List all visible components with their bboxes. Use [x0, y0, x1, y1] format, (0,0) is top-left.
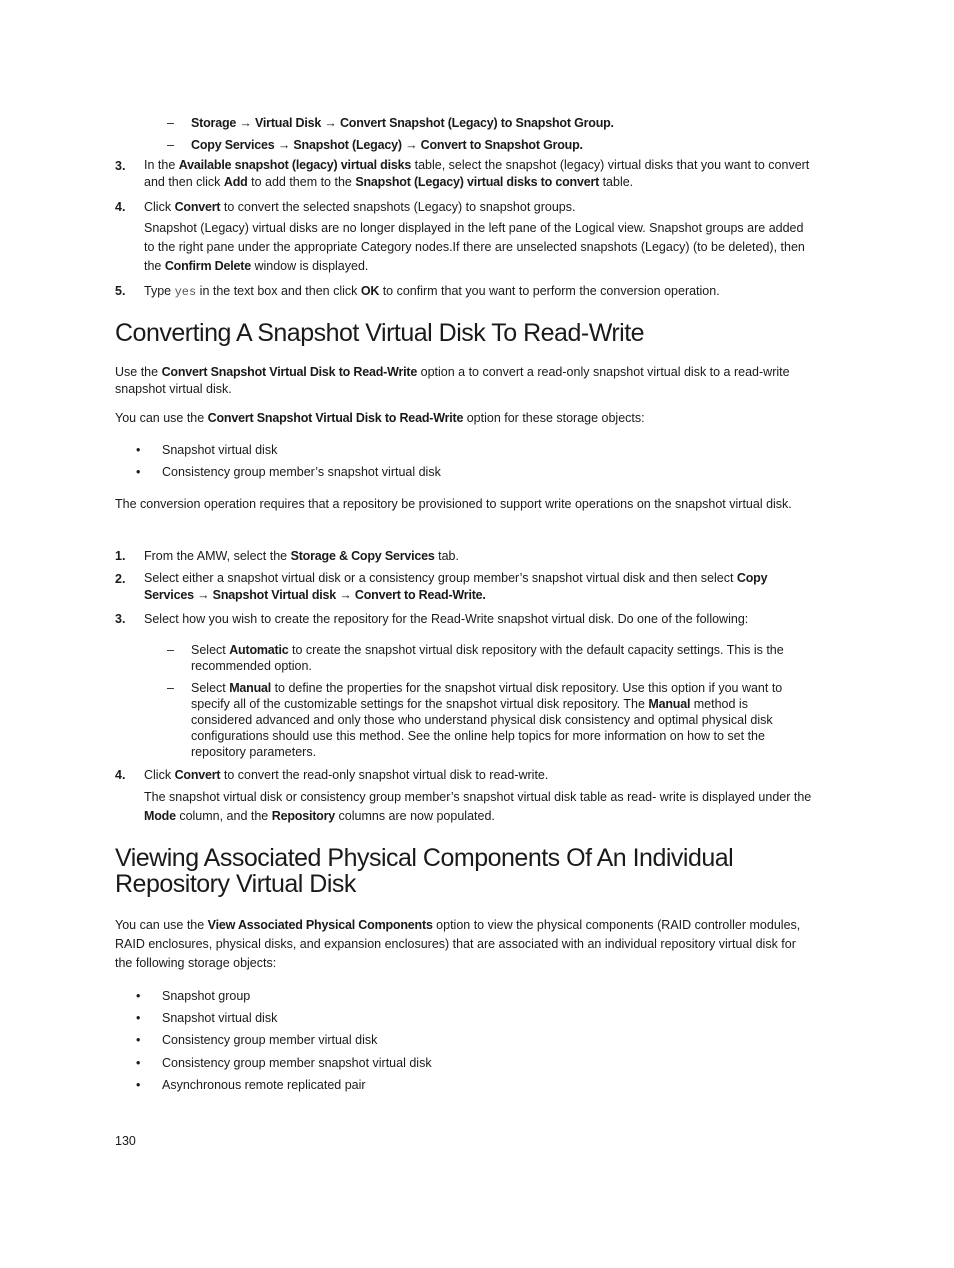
step-4-note: The snapshot virtual disk or consistency group member’s snapshot virtual disk table as read- write is displayed under the Mode column, and the Repository columns are now populated.	[144, 790, 812, 823]
list-item: Snapshot virtual disk	[162, 1011, 278, 1025]
bullet-marker: •	[136, 989, 141, 1003]
step-number: 2.	[115, 572, 126, 586]
page-number: 130	[115, 1134, 136, 1148]
bullet-marker: •	[136, 465, 141, 479]
step-number: 4.	[115, 200, 126, 214]
list-item: Consistency group member’s snapshot virtual disk	[162, 465, 441, 479]
bullet-marker: •	[136, 1056, 141, 1070]
section1-repository-note: The conversion operation requires that a repository be provisioned to support write operations on the snapshot virtual disk.	[115, 497, 792, 511]
list-item: Consistency group member virtual disk	[162, 1033, 378, 1047]
dash-marker: –	[167, 681, 174, 695]
step-number: 3.	[115, 612, 126, 626]
dash-marker: –	[167, 116, 174, 130]
option-manual: Select Manual to define the properties for the snapshot virtual disk repository. Use this option if you want to specify all of the customizable settings for the snapshot virtual disk repository. The Manual method is considered advanced and only those who understand physical disk consistency and optimal physical disk configurations should use this method. See the online help topics for more information on how to set the repository parameters.	[191, 681, 783, 759]
step-number: 5.	[115, 284, 126, 298]
section-heading-convert-read-write: Converting A Snapshot Virtual Disk To Read-Write	[115, 319, 645, 347]
section1-storage-objects-intro: You can use the Convert Snapshot Virtual Disk to Read-Write option for these storage objects:	[115, 411, 645, 425]
step-5-text: Type yes in the text box and then click OK to confirm that you want to perform the conversion operation.	[144, 284, 720, 299]
bullet-marker: •	[136, 1011, 141, 1025]
step-number: 3.	[115, 159, 126, 173]
step-4-text: Click Convert to convert the selected snapshots (Legacy) to snapshot groups.	[144, 200, 576, 214]
dash-marker: –	[167, 643, 174, 657]
list-item: Asynchronous remote replicated pair	[162, 1078, 366, 1092]
dash-marker: –	[167, 138, 174, 152]
list-item: Snapshot virtual disk	[162, 443, 278, 457]
list-item: Snapshot group	[162, 989, 251, 1003]
menu-path-copy-services: Copy Services → Snapshot (Legacy) → Convert to Snapshot Group.	[191, 138, 583, 152]
step-1-text: From the AMW, select the Storage & Copy Services tab.	[144, 549, 459, 563]
step-4-text: Click Convert to convert the read-only snapshot virtual disk to read-write.	[144, 768, 549, 782]
step-number: 1.	[115, 549, 126, 563]
step-2-text: Select either a snapshot virtual disk or a consistency group member’s snapshot virtual disk and then select Copy Services → Snapshot Virtual disk → Convert to Read-Write.	[144, 571, 768, 602]
section-heading-view-physical-components: Viewing Associated Physical Components Of An Individual Repository Virtual Disk	[115, 844, 734, 898]
menu-path-storage: Storage → Virtual Disk → Convert Snapshot (Legacy) to Snapshot Group.	[191, 116, 614, 130]
section1-intro: Use the Convert Snapshot Virtual Disk to Read-Write option a to convert a read-only snapshot virtual disk to a read-write snapshot virtual disk.	[115, 365, 790, 396]
bullet-marker: •	[136, 1078, 141, 1092]
bullet-marker: •	[136, 443, 141, 457]
step-3-text: In the Available snapshot (legacy) virtual disks table, select the snapshot (legacy) virtual disks that you want to convert and then click Add to add them to the Snapshot (Legacy) virtual disks to convert table.	[144, 158, 810, 189]
bullet-marker: •	[136, 1033, 141, 1047]
option-automatic: Select Automatic to create the snapshot virtual disk repository with the default capacity settings. This is the recommended option.	[191, 643, 784, 673]
step-3-text: Select how you wish to create the repository for the Read-Write snapshot virtual disk. Do one of the following:	[144, 612, 749, 626]
list-item: Consistency group member snapshot virtual disk	[162, 1056, 432, 1070]
step-4-note: Snapshot (Legacy) virtual disks are no longer displayed in the left pane of the Logical view. Snapshot groups are added to the right pane under the appropriate Category nodes.If there are unselected snapshots (Legacy) (to be deleted), then the Confirm Delete window is displayed.	[144, 221, 805, 273]
section2-intro: You can use the View Associated Physical Components option to view the physical components (RAID controller modules, RAID enclosures, physical disks, and expansion enclosures) that are associated with an individual repository virtual disk for the following storage objects:	[115, 918, 801, 970]
step-number: 4.	[115, 768, 126, 782]
